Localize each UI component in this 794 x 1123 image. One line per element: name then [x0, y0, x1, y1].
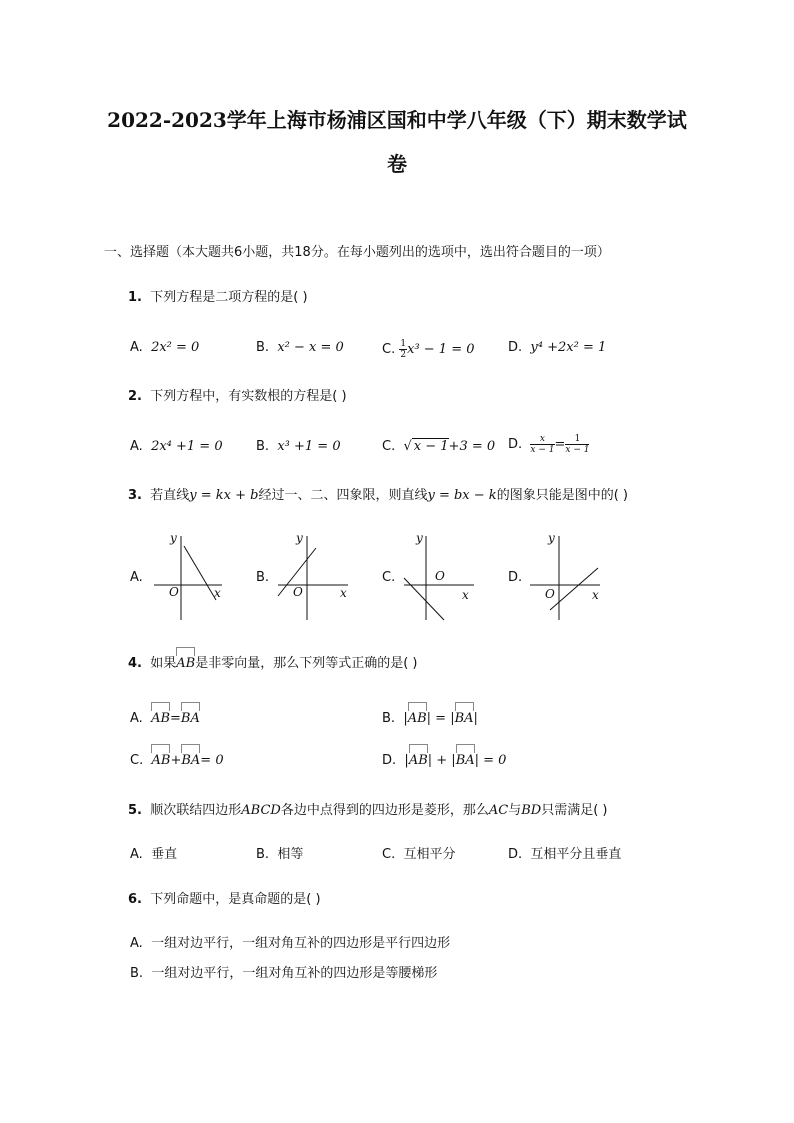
option-expression: 2x⁴ +1 = 0 — [151, 439, 223, 454]
vector: BA — [455, 710, 474, 728]
operator: + — [170, 753, 182, 768]
vector-arrow — [176, 647, 195, 656]
equals-sign: = — [554, 437, 566, 452]
diagonal-bd: BD — [521, 803, 542, 818]
q4-option-d[interactable]: D. | AB| + | BA| = 0 — [382, 752, 506, 770]
option-label: D. — [508, 340, 523, 355]
option-label: A. — [130, 711, 143, 726]
q2-option-c[interactable] — [382, 438, 495, 456]
q1-option-b[interactable] — [256, 339, 344, 357]
fraction-right: $\frac{1}{x - 1}$ — [565, 434, 590, 455]
question-stem-part: 与 — [508, 803, 522, 818]
q3-graph-b — [274, 528, 354, 622]
option-label: D. — [508, 847, 523, 862]
origin-label: O — [435, 569, 445, 583]
question-number: 5. — [128, 803, 142, 818]
q3-option-d-label[interactable]: D. — [508, 570, 523, 585]
option-text: 相等 — [277, 847, 304, 862]
q1-option-a[interactable] — [130, 339, 199, 357]
tail: | = 0 — [474, 753, 507, 768]
option-label: B. — [256, 439, 270, 454]
q1-option-d[interactable] — [508, 339, 606, 357]
q2-option-a[interactable] — [130, 438, 223, 456]
q3-graph-c — [400, 528, 480, 622]
option-label: C. — [382, 342, 396, 357]
operator: = — [170, 711, 181, 726]
question-number: 3. — [128, 488, 142, 503]
question-stem-part: 顺次联结四边形 — [150, 803, 242, 818]
question-stem-part: 只需满足( ) — [541, 803, 608, 818]
option-text: 互相平分且垂直 — [530, 847, 622, 862]
page-title: 2022-2023学年上海市杨浦区国和中学八年级（下）期末数学试 — [107, 108, 687, 132]
q3-graph-a — [148, 528, 228, 622]
option-label: A. — [130, 439, 143, 454]
x-axis-label: x — [592, 588, 599, 602]
question-stem-part: 的图象只能是图中的( ) — [496, 488, 628, 503]
diagonal-ac: AC — [488, 803, 509, 818]
question-2 — [128, 388, 347, 406]
q5-option-d[interactable] — [508, 846, 621, 864]
option-label: A. — [130, 847, 143, 862]
question-stem-part: 是非零向量，那么下列等式正确的是( ) — [195, 656, 418, 671]
option-label: A. — [130, 936, 143, 951]
y-axis-label: y — [416, 531, 423, 545]
line-equation-2: y = bx − k — [427, 488, 497, 503]
option-label: D. — [382, 753, 397, 768]
section-heading: 一、选择题（本大题共6小题，共18分。在每小题列出的选项中，选出符合题目的一项） — [104, 245, 610, 260]
q6-option-b[interactable] — [130, 965, 437, 983]
option-label: B. — [130, 966, 144, 981]
vector: AB — [408, 710, 427, 728]
question-5 — [128, 802, 607, 820]
q1-option-c[interactable] — [382, 339, 475, 360]
question-number: 1. — [128, 290, 142, 305]
sqrt-sign: √ — [403, 439, 412, 454]
page-title-continued: 卷 — [387, 152, 407, 176]
option-expression: x³ − 1 = 0 — [407, 342, 475, 357]
q4-option-b[interactable]: B. | AB| = | BA| — [382, 710, 478, 728]
option-text: 一组对边平行，一组对角互补的四边形是平行四边形 — [151, 936, 451, 951]
question-stem-part: 若直线 — [150, 488, 190, 503]
vector: BA — [456, 752, 475, 770]
q5-option-b[interactable] — [256, 846, 303, 864]
q2-option-b[interactable] — [256, 438, 341, 456]
vector: AB — [409, 752, 428, 770]
line-equation-1: y = kx + b — [189, 488, 259, 503]
vector-ab: AB — [176, 655, 195, 673]
y-axis-label: y — [170, 531, 177, 545]
vector: BA — [181, 752, 200, 770]
question-stem: 下列方程是二项方程的是( ) — [150, 290, 308, 305]
operator: | + | — [427, 753, 456, 768]
option-expression: 2x² = 0 — [151, 340, 200, 355]
fraction: $\frac{1}{2}$ — [400, 339, 407, 360]
question-number: 4. — [128, 656, 142, 671]
vector: AB — [151, 752, 170, 770]
fraction-left: $\frac{x}{x - 1}$ — [530, 434, 555, 455]
y-axis-label: y — [296, 531, 303, 545]
option-expression: y⁴ +2x² = 1 — [530, 340, 607, 355]
option-expression: +3 = 0 — [448, 439, 496, 454]
graph-line — [404, 578, 444, 620]
x-axis-label: x — [462, 588, 469, 602]
vector: AB — [151, 710, 170, 728]
option-text: 一组对边平行，一组对角互补的四边形是等腰梯形 — [151, 966, 438, 981]
option-label: B. — [256, 340, 270, 355]
q3-graph-d — [526, 528, 606, 622]
question-number: 6. — [128, 892, 142, 907]
origin-label: O — [169, 585, 179, 599]
option-text: 互相平分 — [403, 847, 456, 862]
option-label: A. — [130, 340, 143, 355]
question-stem: 下列方程中，有实数根的方程是( ) — [150, 389, 347, 404]
question-stem-part: 如果 — [150, 656, 177, 671]
q6-option-a[interactable] — [130, 935, 450, 953]
graph-line — [184, 546, 216, 600]
q5-option-c[interactable] — [382, 846, 456, 864]
option-expression: x³ +1 = 0 — [277, 439, 341, 454]
question-stem-part: 各边中点得到的四边形是菱形，那么 — [280, 803, 489, 818]
operator: | = | — [426, 711, 455, 726]
quadrilateral-name: ABCD — [241, 803, 281, 818]
q3-option-b-label[interactable]: B. — [256, 570, 270, 585]
q4-option-c[interactable] — [130, 752, 224, 770]
radicand: x − 1 — [413, 439, 449, 454]
origin-label: O — [545, 587, 555, 601]
question-6 — [128, 891, 321, 909]
option-label: B. — [382, 711, 396, 726]
q3-option-c-label[interactable]: C. — [382, 570, 396, 585]
vector: BA — [181, 710, 200, 728]
option-label: C. — [382, 439, 396, 454]
tail: | — [473, 711, 478, 726]
q4-option-a[interactable] — [130, 710, 200, 728]
question-stem-part: 经过一、二、四象限，则直线 — [258, 488, 428, 503]
question-4 — [128, 655, 418, 673]
option-label: D. — [508, 437, 523, 452]
tail: = 0 — [200, 753, 224, 768]
q2-option-d[interactable] — [508, 434, 589, 455]
y-axis-label: y — [548, 531, 555, 545]
option-label: C. — [382, 847, 396, 862]
option-expression: x² − x = 0 — [277, 340, 344, 355]
q5-option-a[interactable] — [130, 846, 177, 864]
question-number: 2. — [128, 389, 142, 404]
question-3 — [128, 487, 628, 505]
question-1 — [128, 289, 308, 307]
origin-label: O — [293, 585, 303, 599]
q3-option-a-label[interactable]: A. — [130, 570, 143, 585]
x-axis-label: x — [214, 586, 221, 600]
option-label: C. — [130, 753, 144, 768]
option-text: 垂直 — [151, 847, 178, 862]
option-label: B. — [256, 847, 270, 862]
x-axis-label: x — [340, 586, 347, 600]
graph-line — [550, 568, 598, 610]
question-stem: 下列命题中，是真命题的是( ) — [150, 892, 321, 907]
